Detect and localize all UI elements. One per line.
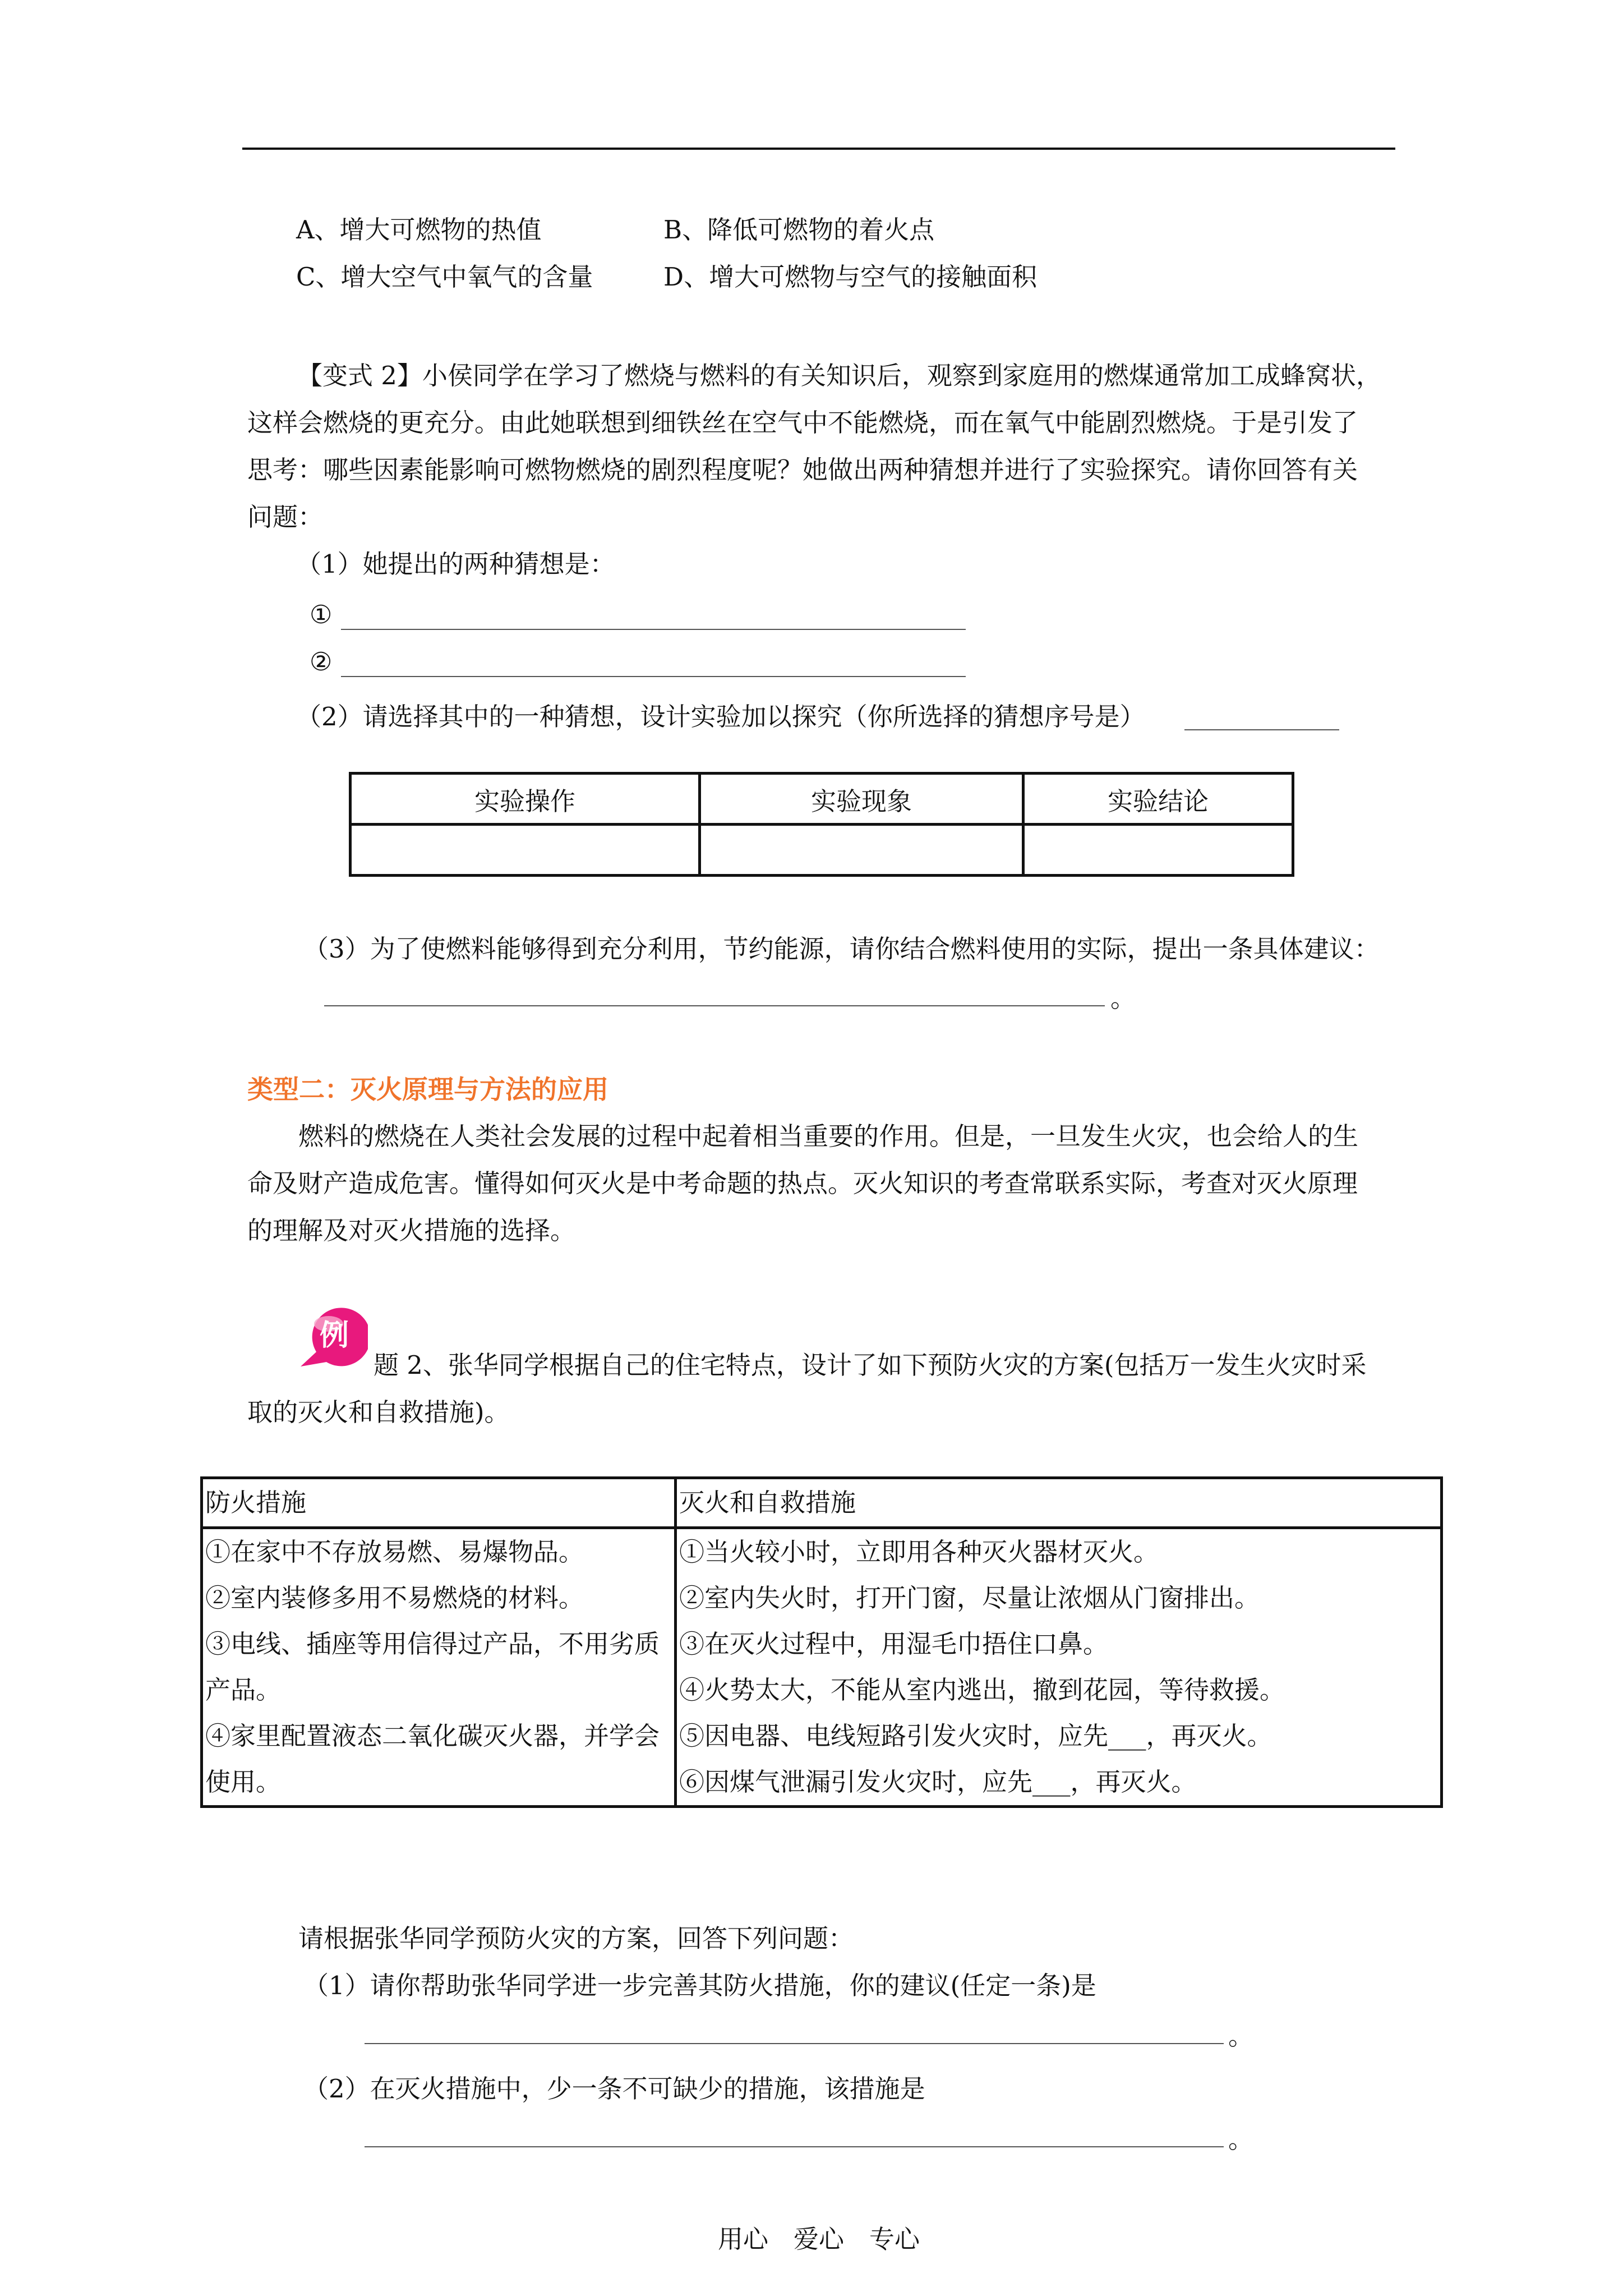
example-badge-label: 例 bbox=[319, 1319, 349, 1352]
fire-response-cell bbox=[676, 1528, 1442, 1807]
guess-2-blank[interactable] bbox=[341, 676, 966, 677]
variant2-question-2: （2）请选择其中的一种猜想，设计实验加以探究（你所选择的猜想序号是） bbox=[296, 702, 1145, 731]
experiment-table-header-operation: 实验操作 bbox=[351, 774, 700, 825]
question-1: （1）请你帮助张华同学进一步完善其防火措施，你的建议(任定一条)是 bbox=[303, 1971, 1096, 2000]
example-badge-icon bbox=[297, 1304, 368, 1369]
experiment-table bbox=[349, 772, 1294, 877]
section-paragraph-line-1: 燃料的燃烧在人类社会发展的过程中起着相当重要的作用。但是，一旦发生火灾，也会给人的生 bbox=[298, 1121, 1359, 1151]
guess-1-marker: ① bbox=[310, 600, 333, 629]
guess-1-blank[interactable] bbox=[341, 629, 966, 630]
variant2-question-1: （1）她提出的两种猜想是： bbox=[296, 549, 615, 579]
example-line-2: 取的灭火和自救措施)。 bbox=[247, 1397, 510, 1427]
experiment-table-cell-operation[interactable] bbox=[351, 825, 700, 876]
experiment-table-header-phenomenon: 实验现象 bbox=[700, 774, 1023, 825]
variant2-line-1: 【变式 2】小侯同学在学习了燃烧与燃料的有关知识后，观察到家庭用的燃煤通常加工成蜂窝状， bbox=[297, 361, 1381, 390]
fire-prevention-header: 防火措施 bbox=[202, 1478, 676, 1528]
variant2-question-3: （3）为了使燃料能够得到充分利用，节约能源，请你结合燃料使用的实际，提出一条具体建议： bbox=[303, 934, 1380, 964]
question-2-end-mark: 。 bbox=[1228, 2124, 1254, 2154]
fire-response-line: ②室内失火时，打开门窗，尽量让浓烟从门窗排出。 bbox=[679, 1583, 1260, 1613]
fire-prevention-line: 使用。 bbox=[205, 1767, 282, 1797]
fire-plan-table bbox=[200, 1476, 1443, 1808]
question-1-end-mark: 。 bbox=[1228, 2021, 1254, 2051]
section-paragraph-line-3: 的理解及对灭火措施的选择。 bbox=[247, 1216, 576, 1245]
page-footer: 用心 爱心 专心 bbox=[718, 2224, 920, 2254]
fire-prevention-cell bbox=[202, 1528, 676, 1807]
fire-response-line: ①当火较小时，立即用各种灭火器材灭火。 bbox=[679, 1537, 1159, 1567]
suggestion-blank[interactable] bbox=[324, 1005, 1105, 1006]
fire-response-line: ⑥因煤气泄漏引发火灾时，应先___，再灭火。 bbox=[679, 1767, 1197, 1797]
option-a: A、增大可燃物的热值 bbox=[296, 215, 542, 245]
question-2-blank[interactable] bbox=[365, 2146, 1224, 2147]
option-c: C、增大空气中氧气的含量 bbox=[296, 262, 593, 292]
question-1-blank[interactable] bbox=[365, 2043, 1224, 2044]
fire-prevention-line: ②室内装修多用不易燃烧的材料。 bbox=[205, 1583, 584, 1613]
suggestion-end-mark: 。 bbox=[1110, 983, 1136, 1013]
experiment-table-cell-phenomenon[interactable] bbox=[700, 825, 1023, 876]
experiment-table-cell-conclusion[interactable] bbox=[1023, 825, 1293, 876]
experiment-table-header-conclusion: 实验结论 bbox=[1023, 774, 1293, 825]
guess-2-marker: ② bbox=[310, 647, 333, 677]
fire-prevention-line: ③电线、插座等用信得过产品，不用劣质 bbox=[205, 1629, 660, 1659]
fire-prevention-line: ④家里配置液态二氧化碳灭火器，并学会 bbox=[205, 1721, 660, 1751]
variant2-line-2: 这样会燃烧的更充分。由此她联想到细铁丝在空气中不能燃烧，而在氧气中能剧烈燃烧。于是引发了 bbox=[247, 408, 1358, 438]
guess-number-blank[interactable] bbox=[1184, 729, 1339, 730]
example-line-1: 题 2、张华同学根据自己的住宅特点，设计了如下预防火灾的方案(包括万一发生火灾时采 bbox=[374, 1350, 1367, 1380]
fire-response-line: ⑤因电器、电线短路引发火灾时，应先___，再灭火。 bbox=[679, 1721, 1272, 1751]
fire-prevention-line: 产品。 bbox=[205, 1675, 282, 1705]
fire-response-line: ③在灭火过程中，用湿毛巾捂住口鼻。 bbox=[679, 1629, 1109, 1659]
question-2: （2）在灭火措施中，少一条不可缺少的措施，该措施是 bbox=[303, 2074, 925, 2104]
fire-response-header: 灭火和自救措施 bbox=[676, 1478, 1442, 1528]
option-b: B、降低可燃物的着火点 bbox=[663, 215, 935, 245]
fire-response-line: ④火势太大，不能从室内逃出，撤到花园，等待救援。 bbox=[679, 1675, 1285, 1705]
option-d: D、增大可燃物与空气的接触面积 bbox=[663, 262, 1038, 292]
section-heading: 类型二：灭火原理与方法的应用 bbox=[247, 1074, 608, 1105]
variant2-line-4: 问题： bbox=[247, 502, 324, 532]
header-rule bbox=[242, 148, 1395, 150]
questions-intro: 请根据张华同学预防火灾的方案，回答下列问题： bbox=[298, 1924, 854, 1953]
variant2-line-3: 思考：哪些因素能影响可燃物燃烧的剧烈程度呢？她做出两种猜想并进行了实验探究。请你回答有关 bbox=[247, 455, 1358, 485]
section-paragraph-line-2: 命及财产造成危害。懂得如何灭火是中考命题的热点。灭火知识的考查常联系实际，考查对灭火原理 bbox=[247, 1168, 1358, 1198]
fire-prevention-line: ①在家中不存放易燃、易爆物品。 bbox=[205, 1537, 584, 1567]
